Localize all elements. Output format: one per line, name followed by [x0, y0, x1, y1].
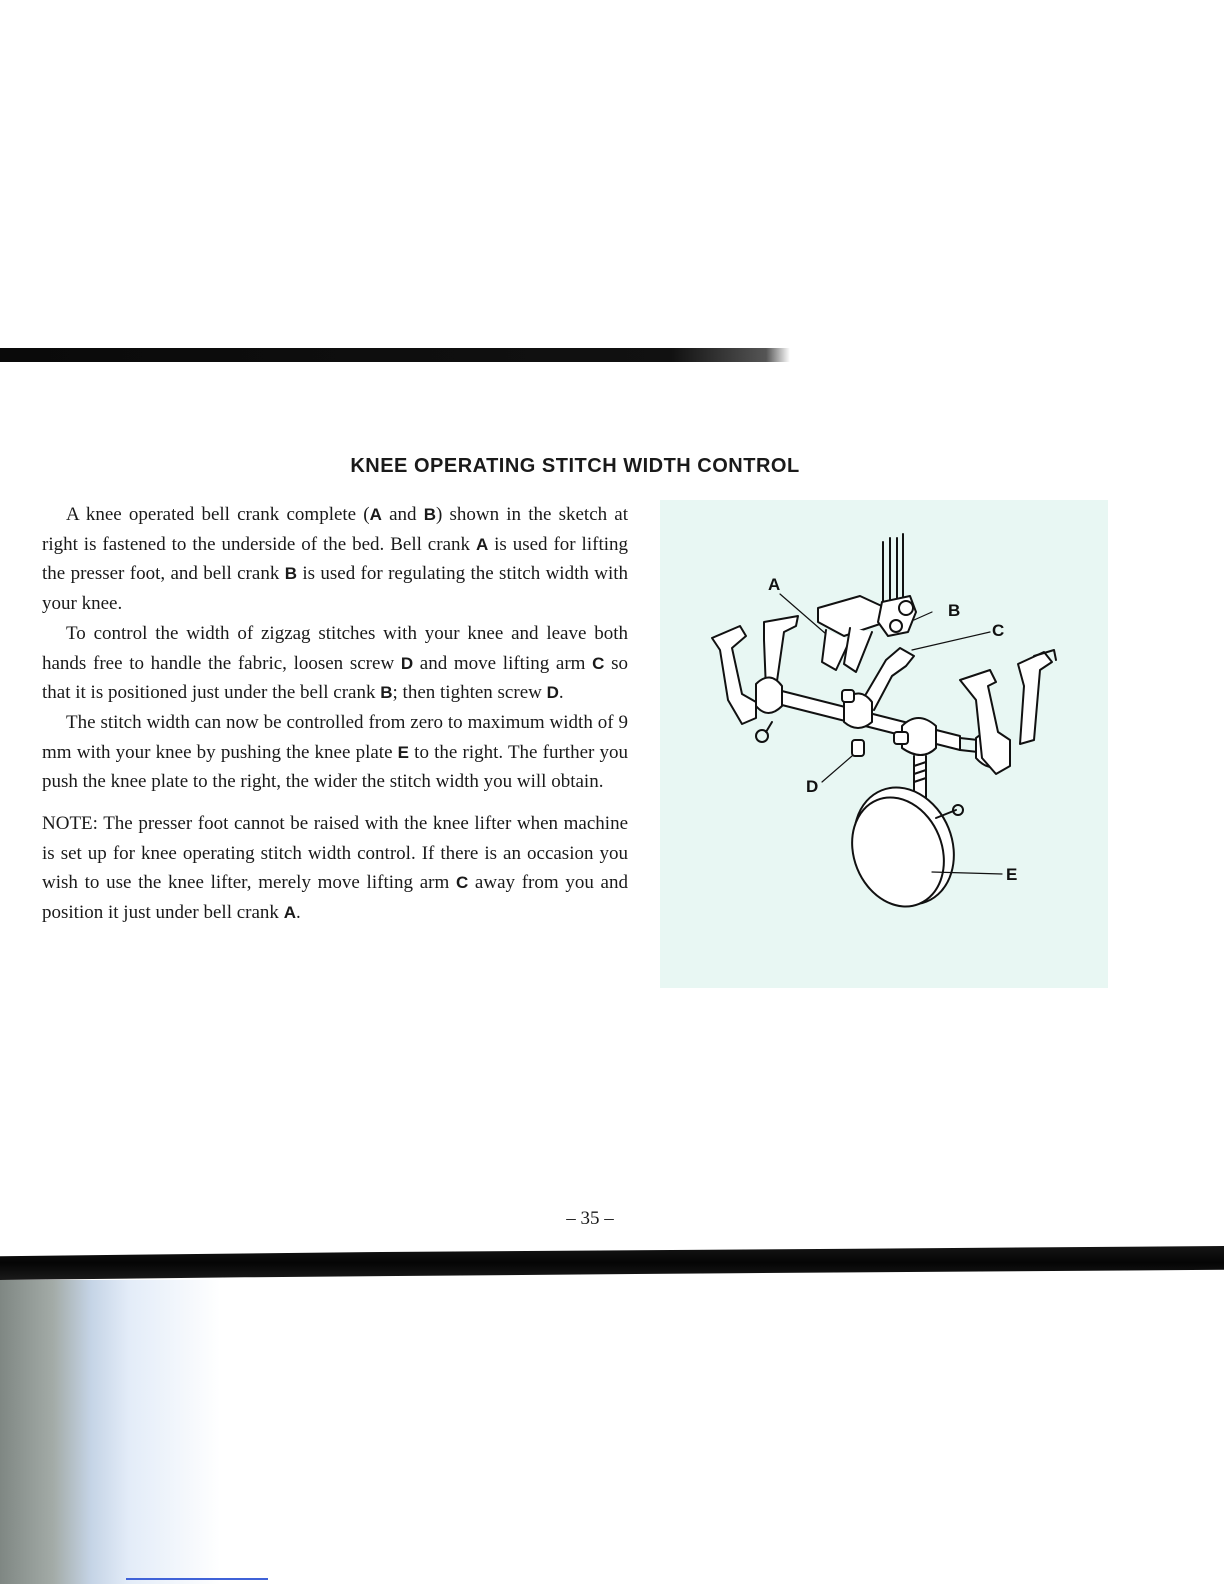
label-d: D: [806, 777, 819, 796]
right-bracket: [960, 670, 1010, 774]
paragraph-1: A knee operated bell crank complete (A and B) shown in the sketch at right is fastened to the underside of the bed. Bell crank A is used for lifting the presser foot, and bell crank B is used for regulating the stitch width with your knee.: [42, 504, 629, 615]
label-b: B: [948, 601, 961, 620]
leader-d: [822, 756, 852, 782]
leader-c: [912, 632, 990, 650]
right-bracket-arm: [1018, 652, 1052, 744]
paragraph-2: To control the width of zigzag stitches with your knee and leave both hands free to handle the fabric, loosen screw D and move lifting arm C so that it is positioned just under the bell crank B; then tighten screw D.: [42, 622, 628, 704]
paragraph-3: The stitch width can now be controlled from zero to maximum width of 9 mm with your knee by pushing the knee plate E to the right. The further you push the knee plate to the right, the wider the stitch width you will obtain.: [42, 711, 628, 793]
page-top-edge: [0, 348, 790, 362]
page-bottom-edge: [0, 1246, 1224, 1280]
label-a: A: [768, 575, 781, 594]
screw-d: [852, 740, 864, 756]
right-collar-screw: [894, 732, 908, 744]
left-collar: [756, 677, 782, 713]
left-bracket: [712, 626, 756, 724]
page-number: – 35 –: [566, 1208, 614, 1229]
left-screw-shank: [766, 722, 772, 732]
bell-crank-figure: [660, 500, 1108, 988]
label-e: E: [1006, 865, 1018, 884]
note-paragraph: NOTE: The presser foot cannot be raised with the knee lifter when machine is set up for knee operating stitch width control. If there is an occasion you wish to use the knee lifter, merely move lifting arm C away from you and position it just under bell crank A.: [42, 813, 628, 924]
lifting-arm-c: [866, 648, 914, 710]
label-c: C: [992, 621, 1005, 640]
page-title: KNEE OPERATING STITCH WIDTH CONTROL: [350, 455, 800, 478]
middle-top-screw: [842, 690, 854, 702]
knee-plate-e-front: [836, 784, 960, 921]
leader-b: [914, 612, 932, 620]
bell-crank-b-arm: [844, 628, 872, 672]
scan-shadow: [0, 1280, 380, 1584]
scan-shadow-line: [126, 1578, 268, 1580]
body-text: [42, 500, 628, 928]
bell-crank-sketch: [660, 500, 1108, 988]
